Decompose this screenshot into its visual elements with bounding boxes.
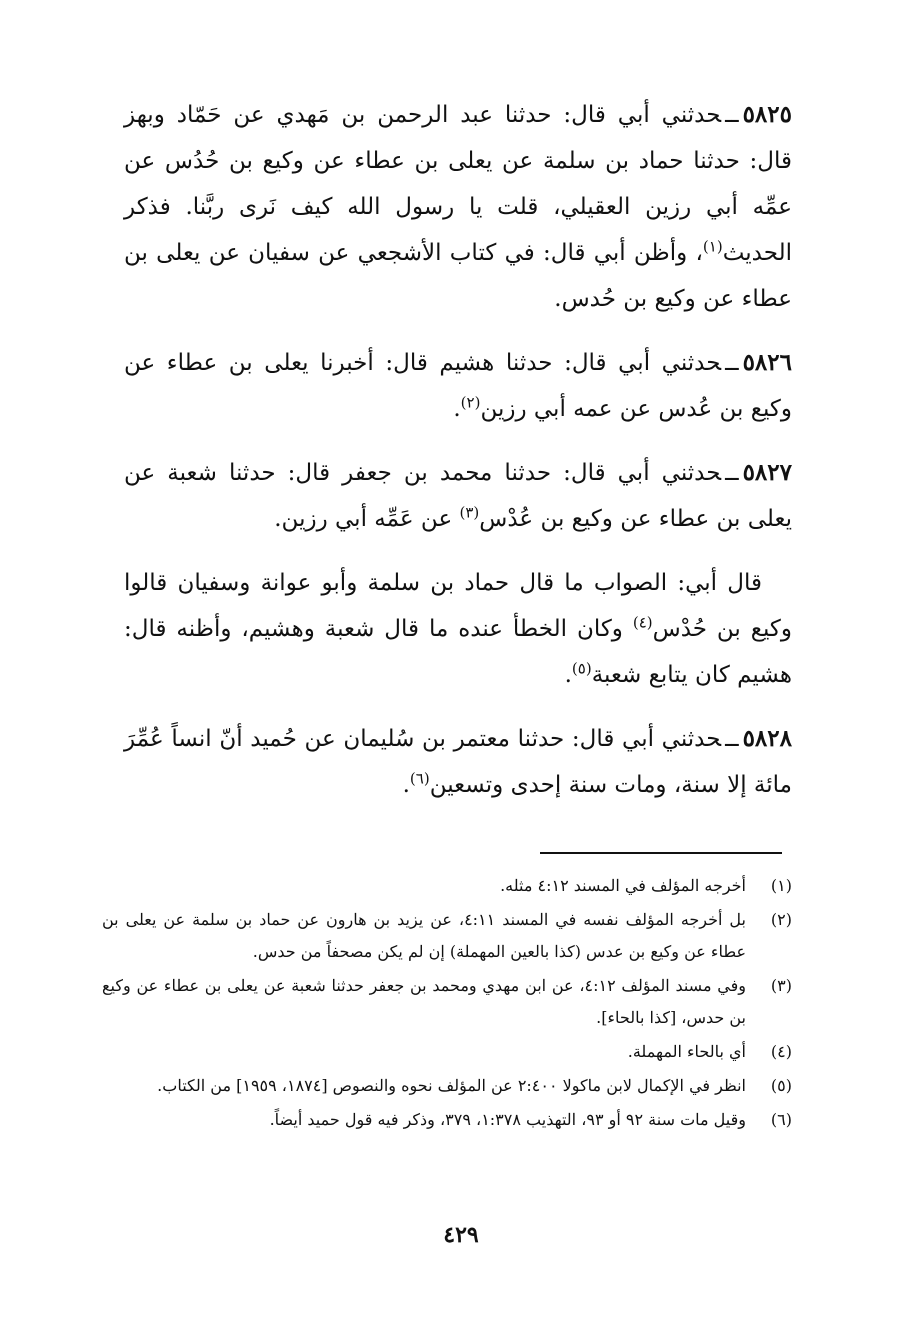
footnotes <box>102 870 792 1138</box>
footnote-text: وفي مسند المؤلف ٤:١٢، عن ابن مهدي ومحمد بن جعفر حدثنا شعبة عن يعلى بن عطاء عن وكيع بن حدس، [كذا بالحاء]. <box>102 976 746 1027</box>
footnote-ref: (٦) <box>409 769 430 788</box>
entry-text-after: . <box>402 772 410 798</box>
entry-text-after: ، وأظن أبي قال: في كتاب الأشجعي عن سفيان عن يعلى بن عطاء عن وكيع بن حُدس. <box>124 240 792 312</box>
entry-dash: ــ <box>725 350 739 376</box>
footnote <box>102 1070 792 1102</box>
entry-text: حدثني أبي قال: حدثنا عبد الرحمن بن مَهدي عن حَمّاد وبهز قال: حدثنا حماد بن سلمة عن يعلى بن عطاء عن وكيع بن حُدُس عن عمِّه أبي رزين العقيلي، قلت يا رسول الله كيف نَرى ربَّنا. فذكر الحديث <box>124 102 792 266</box>
footnote-ref: (٣) <box>459 503 480 522</box>
footnote-mark: (٣) <box>770 976 792 995</box>
footnote <box>102 1104 792 1136</box>
footnote <box>102 1036 792 1068</box>
page-number: ٤٢٩ <box>443 1222 479 1248</box>
entry-5826 <box>124 340 792 432</box>
entry-dash: ــ <box>725 102 739 128</box>
entry-number: ٥٨٢٦ <box>742 349 792 376</box>
entry-text: قال أبي: الصواب ما قال حماد بن سلمة وأبو عوانة وسفيان قالوا وكيع بن حُدْس <box>124 570 792 642</box>
footnote-ref: (١) <box>702 237 723 256</box>
entry-5825 <box>124 92 792 322</box>
footnote-text: انظر في الإكمال لابن ماكولا ٢:٤٠٠ عن المؤلف نحوه والنصوص [١٨٧٤، ١٩٥٩] من الكتاب. <box>157 1076 746 1095</box>
editor-note <box>124 560 792 698</box>
entry-text: حدثني أبي قال: حدثنا محمد بن جعفر قال: حدثنا شعبة عن يعلى بن عطاء عن وكيع بن عُدْس <box>124 460 792 532</box>
entry-dash: ــ <box>725 460 739 486</box>
entry-number: ٥٨٢٨ <box>742 725 792 752</box>
footnote-mark: (٢) <box>770 910 792 929</box>
footnote <box>102 970 792 1034</box>
footnote <box>102 870 792 902</box>
footnote-ref: (٤) <box>632 613 653 632</box>
entry-text-after: . <box>564 662 572 688</box>
footnote-mark: (٤) <box>770 1042 792 1061</box>
entry-number: ٥٨٢٧ <box>742 459 792 486</box>
footnote-separator <box>540 852 782 854</box>
footnote <box>102 904 792 968</box>
footnote-text: وقيل مات سنة ٩٢ أو ٩٣، التهذيب ١:٣٧٨، ٣٧٩، وذكر فيه قول حميد أيضاً. <box>269 1110 746 1129</box>
entry-5827 <box>124 450 792 542</box>
footnote-text: أي بالحاء المهملة. <box>627 1042 746 1061</box>
entry-text-after: . <box>453 396 461 422</box>
entry-5828 <box>124 716 792 808</box>
entry-number: ٥٨٢٥ <box>742 101 792 128</box>
footnote-mark: (٦) <box>770 1110 792 1129</box>
footnote-ref: (٥) <box>571 659 592 678</box>
footnote-mark: (٥) <box>770 1076 792 1095</box>
entry-text-after: وكان الخطأ عنده ما قال شعبة وهشيم، وأظنه قال: هشيم كان يتابع شعبة <box>124 616 792 688</box>
entry-text: حدثني أبي قال: حدثنا هشيم قال: أخبرنا يعلى بن عطاء عن وكيع بن عُدس عن عمه أبي رزين <box>124 350 792 422</box>
entry-text-after: عن عَمِّه أبي رزين. <box>274 506 460 532</box>
entry-text: حدثني أبي قال: حدثنا معتمر بن سُليمان عن حُميد أنّ انساً عُمِّرَ مائة إلا سنة، ومات سنة إحدى وتسعين <box>124 726 792 798</box>
main-text <box>124 92 792 826</box>
entry-dash: ــ <box>725 726 739 752</box>
footnote-text: بل أخرجه المؤلف نفسه في المسند ٤:١١، عن يزيد بن هارون عن حماد بن سلمة عن يعلى بن عطاء عن وكيع بن عدس (كذا بالعين المهملة) إن لم يكن مصحفاً من حدس. <box>102 910 746 961</box>
footnote-text: أخرجه المؤلف في المسند ٤:١٢ مثله. <box>500 876 746 895</box>
footnote-mark: (١) <box>770 876 792 895</box>
footnote-ref: (٢) <box>460 393 481 412</box>
